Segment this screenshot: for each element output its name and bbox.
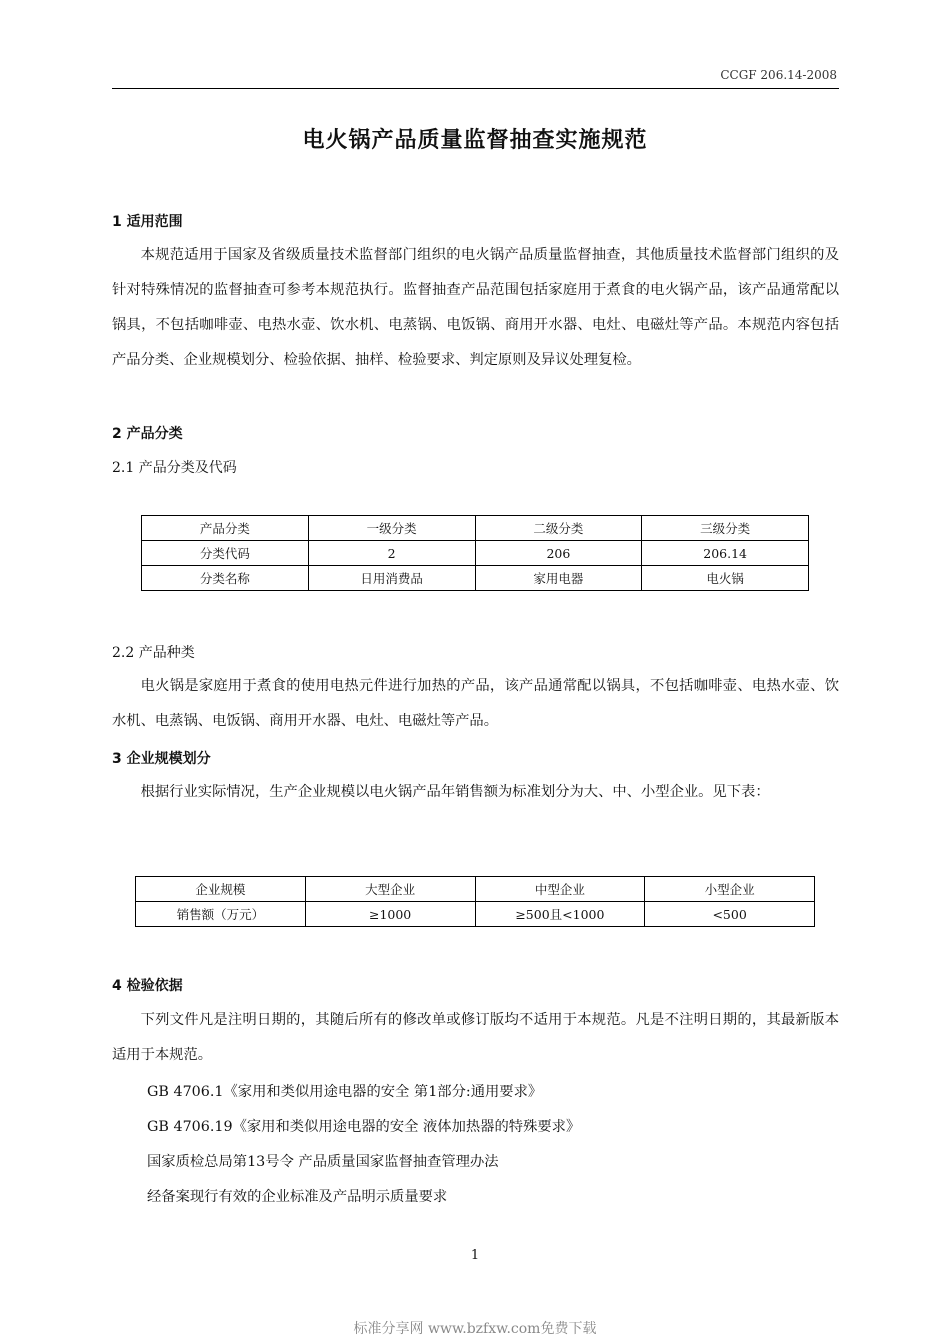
table-cell: 206 bbox=[475, 541, 642, 566]
section-2-heading: 2 产品分类 bbox=[112, 426, 183, 442]
table-cell: 家用电器 bbox=[475, 566, 642, 591]
table-cell: 日用消费品 bbox=[308, 566, 475, 591]
table-cell: ≥500且<1000 bbox=[475, 902, 645, 927]
section-3-text: 根据行业实际情况，生产企业规模以电火锅产品年销售额为标准划分为大、中、小型企业。见下表： bbox=[140, 784, 770, 800]
table-row bbox=[142, 566, 809, 591]
watermark-footer: 标准分享网 www.bzfxw.com免费下载 bbox=[353, 1321, 597, 1337]
table-cell: 电火锅 bbox=[642, 566, 809, 591]
section-2-2-heading: 2.2 产品种类 bbox=[112, 645, 195, 661]
table-cell: 产品分类 bbox=[142, 516, 309, 541]
enterprise-scale-table bbox=[135, 876, 815, 927]
table-cell: 大型企业 bbox=[305, 877, 475, 902]
table-cell: <500 bbox=[645, 902, 815, 927]
reference-item: 经备案现行有效的企业标准及产品明示质量要求 bbox=[147, 1189, 448, 1205]
section-4-heading: 4 检验依据 bbox=[112, 978, 183, 994]
table-cell: 小型企业 bbox=[645, 877, 815, 902]
section-1-heading: 1 适用范围 bbox=[112, 214, 183, 230]
table-row bbox=[136, 877, 815, 902]
table-cell: 206.14 bbox=[642, 541, 809, 566]
table-cell: ≥1000 bbox=[305, 902, 475, 927]
table-cell: 2 bbox=[308, 541, 475, 566]
section-4-text: 下列文件凡是注明日期的，其随后所有的修改单或修订版均不适用于本规范。凡是不注明日期的，其最新版本适用于本规范。 bbox=[112, 1012, 839, 1063]
product-classification-table bbox=[141, 515, 809, 591]
table-cell: 二级分类 bbox=[475, 516, 642, 541]
table-cell: 分类代码 bbox=[142, 541, 309, 566]
reference-item: GB 4706.1《家用和类似用途电器的安全 第1部分:通用要求》 bbox=[147, 1084, 543, 1100]
table-cell: 中型企业 bbox=[475, 877, 645, 902]
document-title: 电火锅产品质量监督抽查实施规范 bbox=[302, 128, 648, 153]
table-row bbox=[142, 541, 809, 566]
table-cell: 一级分类 bbox=[308, 516, 475, 541]
reference-item: 国家质检总局第13号令 产品质量国家监督抽查管理办法 bbox=[147, 1154, 499, 1170]
document-code: CCGF 206.14-2008 bbox=[720, 68, 837, 82]
table-cell: 分类名称 bbox=[142, 566, 309, 591]
section-2-2-text: 电火锅是家庭用于煮食的使用电热元件进行加热的产品，该产品通常配以锅具，不包括咖啡壶、电热水壶、饮水机、电蒸锅、电饭锅、商用开水器、电灶、电磁灶等产品。 bbox=[112, 678, 839, 729]
page-number: 1 bbox=[470, 1248, 480, 1263]
section-2-1-heading: 2.1 产品分类及代码 bbox=[112, 460, 237, 476]
section-3-heading: 3 企业规模划分 bbox=[112, 751, 211, 767]
header-rule bbox=[112, 88, 839, 89]
table-cell: 企业规模 bbox=[136, 877, 306, 902]
reference-item: GB 4706.19《家用和类似用途电器的安全 液体加热器的特殊要求》 bbox=[147, 1119, 581, 1135]
table-cell: 三级分类 bbox=[642, 516, 809, 541]
table-row bbox=[142, 516, 809, 541]
section-1-text: 本规范适用于国家及省级质量技术监督部门组织的电火锅产品质量监督抽查，其他质量技术监督部门组织的及针对特殊情况的监督抽查可参考本规范执行。监督抽查产品范围包括家庭用于煮食的电火锅产品，该产品通常配以锅具，不包括咖啡壶、电热水壶、饮水机、电蒸锅、电饭锅、商用开水器、电灶、电磁灶等产品。本规范内容包括产品分类、企业规模划分、检验依据、抽样、检验要求、判定原则及异议处理复检。 bbox=[112, 247, 839, 368]
table-row bbox=[136, 902, 815, 927]
table-cell: 销售额（万元） bbox=[136, 902, 306, 927]
